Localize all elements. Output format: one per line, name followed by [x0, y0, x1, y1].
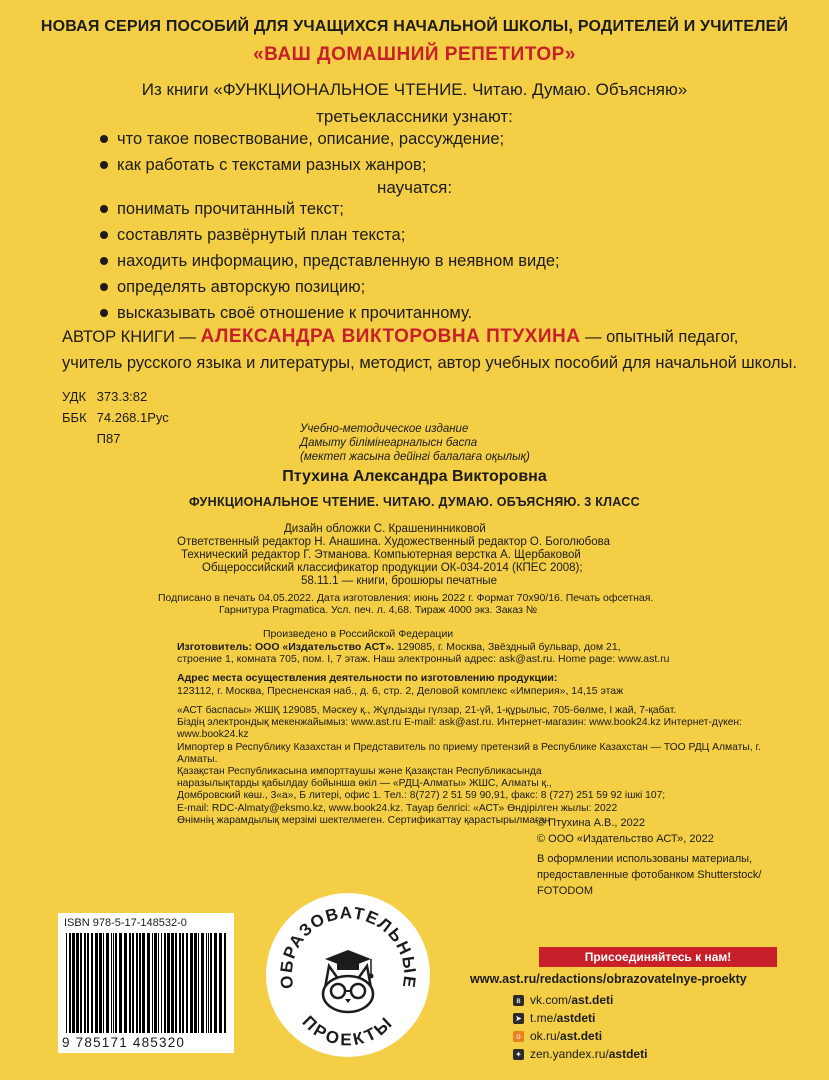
learn-heading: третьеклассники узнают:: [316, 107, 513, 126]
barcode-bar: [66, 933, 67, 1033]
learn-list: [100, 126, 800, 178]
barcode-bar: [111, 933, 112, 1033]
barcode-bar: [182, 933, 184, 1033]
barcode-bar: [201, 933, 204, 1033]
barcode-bar: [154, 933, 157, 1033]
barcode-bar: [175, 933, 177, 1033]
odnoklassniki-icon: о: [513, 1031, 524, 1042]
barcode-bar: [115, 933, 117, 1033]
barcode-bar: [84, 933, 86, 1033]
social-link-ok[interactable]: о ok.ru/ ast.deti: [513, 1027, 647, 1045]
bullet-icon: [100, 309, 108, 317]
book-title: ФУНКЦИОНАЛЬНОЕ ЧТЕНИЕ. ЧИТАЮ. ДУМАЮ. ОБЪЯСНЯЮ. 3 КЛАСС: [189, 495, 640, 509]
barcode-bar: [132, 933, 134, 1033]
list-item: определять авторскую позицию;: [100, 274, 800, 300]
author-description: — опытный педагог, учитель русского языка и литературы, методист, автор учебных пособий для начальной школы.: [62, 328, 797, 372]
barcode-bar: [142, 933, 145, 1033]
barcode-bar: [152, 933, 153, 1033]
barcode-bar: [113, 933, 114, 1033]
barcode-bar: [99, 933, 102, 1033]
copyright-block: © Птухина А.В., 2022 © ООО «Издательство АСТ», 2022 В оформлении использованы материалы, предоставленные фотобанком Shutterstock/ FOTODOM: [537, 817, 762, 897]
barcode-bar: [139, 933, 141, 1033]
barcode-bar: [80, 933, 82, 1033]
join-us-banner: Присоединяйтесь к нам!: [539, 947, 777, 967]
barcode-bar: [136, 933, 138, 1033]
barcode-bars: [64, 933, 229, 1033]
barcode-bar: [124, 933, 127, 1033]
list-item: находить информацию, представленную в неявном виде;: [100, 248, 800, 274]
barcode-bar: [72, 933, 75, 1033]
barcode-bar: [171, 933, 174, 1033]
barcode-bar: [206, 933, 207, 1033]
author-prefix: АВТОР КНИГИ —: [62, 328, 196, 346]
logo-arc-bottom: ПРОЕКТЫ: [298, 1011, 398, 1050]
udk-label: УДК: [62, 389, 87, 404]
barcode-bar: [208, 933, 209, 1033]
social-link-vk[interactable]: в vk.com/ ast.deti: [513, 991, 647, 1009]
skills-heading: научатся:: [376, 178, 453, 197]
zen-icon: ✦: [513, 1049, 524, 1060]
barcode-bar: [87, 933, 89, 1033]
author-full-name: Птухина Александра Викторовна: [282, 468, 547, 485]
kazakhstan-info: «АСТ баспасы» ЖШҚ 129085, Мәскеу қ., Жұлдызды гүлзар, 21-үй, 1-құрылыс, 705-бөлме, I жай, 7-қабат. Біздің электрондық мекенжайымыз: www.ast.ru E-mail: ask@ast.ru. Интернет-магазин: www.book24.kz Интернет-дүкен: www.book24.kz Импортер в Республику Казахстан и Представитель по приему претензий в Республике Казахстан — ТОО РДЦ Алматы, г. Алматы. Қазақстан Республикасына импорттаушы және Қазақстан Республикасында наразылықтарды қабылдау бойынша өкіл — «РДЦ-Алматы» ЖШС, Алматы қ., Домбровский көш., 3«а», Б литері, офис 1. Тел.: 8(727) 2 51 59 90,91, факс: 8 (727) 251 59 92 ішкі 107; E-mail: RDC-Almaty@eksmo.kz, www.book24.kz. Тауар белгісі: «АСТ» Өндірілген жылы: 2022 Өнімнің жарамдылық мерзімі шектелмеген. Сертификаттау қарастырылмаған: [177, 705, 761, 826]
barcode-bar: [198, 933, 199, 1033]
barcode-bar: [214, 933, 217, 1033]
credits: Дизайн обложки С. Крашенинниковой Ответственный редактор Н. Анашина. Художественный редактор О. Боголюбова Технический редактор Г. Этманова. Компьютерная верстка А. Щербаковой Общероссийский классификатор продукции ОК-034-2014 (КПЕС 2008); 58.11.1 — книги, брошюры печатные: [177, 523, 610, 587]
production-address: Адрес места осуществления деятельности по изготовлению продукции: 123112, г. Москва, Пресненская наб., д. 6, стр. 2, Деловой комплекс «Империя», 14,15 этаж: [177, 672, 624, 697]
telegram-icon: ➤: [513, 1013, 524, 1024]
series-title: «ВАШ ДОМАШНИЙ РЕПЕТИТОР»: [253, 44, 576, 65]
barcode-bar: [129, 933, 131, 1033]
skills-list: [100, 196, 800, 326]
list-item: составлять развёрнутый план текста;: [100, 222, 800, 248]
barcode-bar: [69, 933, 71, 1033]
publisher-logo: [263, 890, 433, 1060]
bullet-icon: [100, 161, 108, 169]
bullet-icon: [100, 257, 108, 265]
barcode-bar: [190, 933, 193, 1033]
social-link-telegram[interactable]: ➤ t.me/ astdeti: [513, 1009, 647, 1027]
barcode-bar: [119, 933, 122, 1033]
bbk-value: 74.268.1Рус: [96, 410, 169, 425]
social-link-zen[interactable]: ✦ zen.yandex.ru/ astdeti: [513, 1045, 647, 1063]
book-intro: Из книги «ФУНКЦИОНАЛЬНОЕ ЧТЕНИЕ. Читаю. Думаю. Объясняю»: [141, 80, 688, 99]
cat-icon: [323, 950, 374, 1012]
manufacturer-info: Произведено в Российской Федерации Изготовитель: ООО «Издательство АСТ». 129085, г. Москва, Звёздный бульвар, дом 21, строение 1, комната 705, пом. I, 7 этаж. Наш электронный адрес: ask@ast.ru. Home page: www.ast.ru: [177, 628, 670, 665]
classification-codes: [62, 386, 179, 449]
barcode-bar: [76, 933, 79, 1033]
barcode-bar: [210, 933, 212, 1033]
bullet-icon: [100, 205, 108, 213]
barcode-bar: [106, 933, 109, 1033]
barcode-bar: [95, 933, 98, 1033]
barcode-bar: [103, 933, 104, 1033]
udk-value: 373.3:82: [96, 389, 148, 404]
list-item: высказывать своё отношение к прочитанному.: [100, 300, 800, 326]
bbk-label: ББК: [62, 410, 87, 425]
barcode-bar: [194, 933, 197, 1033]
project-url[interactable]: www.ast.ru/redactions/obrazovatelnye-proekty: [470, 972, 747, 986]
barcode-bar: [161, 933, 162, 1033]
print-info: Подписано в печать 04.05.2022. Дата изготовления: июнь 2022 г. Формат 70x90/16. Печать офсетная. Гарнитура Pragmatica. Усл. печ. л. 4,68. Тираж 4000 экз. Заказ №: [158, 592, 654, 616]
barcode-bar: [164, 933, 166, 1033]
author-name: АЛЕКСАНДРА ВИКТОРОВНА ПТУХИНА: [200, 326, 581, 347]
list-item: понимать прочитанный текст;: [100, 196, 800, 222]
barcode-bar: [158, 933, 159, 1033]
social-links: [513, 991, 647, 1063]
barcode-bar: [91, 933, 93, 1033]
barcode-bar: [147, 933, 150, 1033]
bullet-icon: [100, 231, 108, 239]
barcode-bar: [179, 933, 181, 1033]
barcode-bar: [224, 933, 226, 1033]
vk-icon: в: [513, 995, 524, 1006]
barcode-bar: [186, 933, 188, 1033]
barcode-bar: [219, 933, 222, 1033]
list-item: как работать с текстами разных жанров;: [100, 152, 800, 178]
list-item: что такое повествование, описание, рассуждение;: [100, 126, 800, 152]
author-mark: П87: [96, 431, 121, 446]
edition-type: Учебно-методическое издание Дамыту білімінеарналысн баспа (мектеп жасына дейінгі балалаға оқылық): [300, 423, 530, 463]
series-tagline: НОВАЯ СЕРИЯ ПОСОБИЙ ДЛЯ УЧАЩИХСЯ НАЧАЛЬНОЙ ШКОЛЫ, РОДИТЕЛЕЙ И УЧИТЕЛЕЙ: [40, 18, 789, 35]
isbn-number: ISBN 978-5-17-148532-0: [64, 917, 187, 929]
bullet-icon: [100, 283, 108, 291]
bullet-icon: [100, 135, 108, 143]
logo-arc-top: ОБРАЗОВАТЕЛЬНЫЕ: [276, 903, 420, 991]
author-info: [62, 324, 802, 376]
barcode-bar: [167, 933, 170, 1033]
barcode-digits: 9 785171 485320: [62, 1035, 186, 1050]
